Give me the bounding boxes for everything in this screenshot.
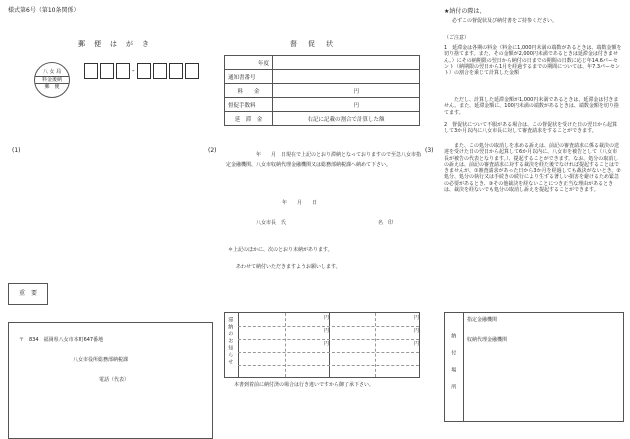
important-box bbox=[8, 283, 48, 305]
row-value: 円 bbox=[273, 84, 420, 98]
row-value bbox=[273, 56, 420, 70]
unpaid-yen-a3: 円 bbox=[323, 341, 329, 347]
postal-code-boxes bbox=[84, 63, 201, 83]
reminder-date: 年 月 日 bbox=[282, 200, 318, 206]
row-label: 通知書番号 bbox=[225, 70, 273, 84]
zip-mark: 〒 834 bbox=[19, 337, 39, 343]
postal-separator: - bbox=[132, 67, 135, 75]
section-label-3: (3) bbox=[425, 147, 434, 154]
postal-digit bbox=[137, 63, 151, 79]
notice-paragraph-2: 2 督促状について不服がある場合は、この督促状を受けた日の翌日から起算して3か月以内に八女市長に対して審査請求をすることができます。 bbox=[444, 122, 618, 135]
stamp-line-2: 料金後納 bbox=[35, 76, 69, 85]
unpaid-yen-a1: 円 bbox=[323, 315, 329, 321]
section-label-1: (1) bbox=[12, 147, 21, 154]
stamp-line-1: 八 女 局 bbox=[42, 69, 62, 75]
reminder-title: 督 促 状 bbox=[290, 40, 335, 48]
right-heading: ★納付の際は、 bbox=[444, 8, 486, 15]
unpaid-label: 滞納のお知らせ bbox=[227, 317, 234, 366]
address-phone: 電話（代表） bbox=[99, 377, 130, 383]
reminder-body: 年 月 日現在で上記のとおり滞納となっておりますので至急八女市指定金融機関、八女市収納代理金融機関又は総務部納税課へ納めて下さい。 bbox=[226, 152, 422, 168]
postal-digit bbox=[84, 63, 98, 79]
table-row bbox=[225, 70, 420, 84]
table-row bbox=[225, 56, 420, 70]
postal-digit bbox=[100, 63, 114, 79]
address-office: 八女市役所総務部納税課 bbox=[73, 357, 129, 363]
reminder-note-1: ＊上記のほかに、次のとおり未納があります。 bbox=[228, 247, 333, 253]
address-line: 福岡県八女市本町647番地 bbox=[43, 337, 104, 343]
table-row bbox=[225, 84, 420, 98]
reminder-seal: 名 印 bbox=[378, 220, 394, 226]
row-label: 年度 bbox=[225, 56, 273, 70]
reminder-note-2: あわせて納付いただきますようお願いします。 bbox=[236, 264, 341, 270]
table-row bbox=[225, 98, 420, 112]
postal-digit bbox=[116, 63, 130, 79]
right-heading-2: 必ずこの督促状及び納付書をご持参ください。 bbox=[452, 18, 558, 24]
row-value: 円 bbox=[273, 98, 420, 112]
reminder-mayor: 八女市長 氏 bbox=[256, 220, 287, 226]
table-row bbox=[225, 112, 420, 126]
postcard-title: 郵 便 は が き bbox=[78, 40, 150, 48]
notice-paragraph-1b: ただし、計算した延滞金額が1,000円未満であるときは、延滞金は付きません。また、延滞金額に、100円未満の端数があるときは、端数金額を切り捨てます。 bbox=[444, 97, 619, 116]
row-value: 右記に記載の割合で計算した額 bbox=[273, 112, 420, 126]
unpaid-yen-b3: 円 bbox=[413, 341, 419, 347]
postal-digit bbox=[153, 63, 167, 79]
return-address-box bbox=[8, 322, 213, 439]
notice-paragraph-2b: また、この処分の取消しを求める訴えは、前記の審査請求に係る裁決の送達を受けた日の翌日から起算して6か月以内に、八女市を被告として（八女市長が被告の代表となります。）、提起することができます。なお、処分の取消しの訴えは、前記の審査請求に対する裁決を経た後でなければ提起することはできませんが、①審査請求があった日から3か月を経過しても裁決がないとき、②処分、処分の執行又は手続きの続行により生ずる著しい損害を避けるため緊急の必要があるとき、③その他裁決を経ないことにつき正当な理由があるときは、裁決を経ないでも処分の取消し訴えを提起することができます。 bbox=[444, 143, 621, 193]
postal-digit bbox=[169, 63, 183, 79]
reminder-footer: 本書到着前に納付済の場合は行き違いですから御了承下さい。 bbox=[234, 382, 375, 388]
row-label: 料 金 bbox=[225, 84, 273, 98]
unpaid-table bbox=[224, 312, 420, 378]
row-label: 督促手数料 bbox=[225, 98, 273, 112]
row-label: 延 滞 金 bbox=[225, 112, 273, 126]
postage-stamp bbox=[34, 62, 70, 98]
notice-title: （ご注意） bbox=[444, 35, 470, 41]
bank-agent: 収納代理金融機関 bbox=[467, 337, 508, 343]
unpaid-yen-b2: 円 bbox=[413, 328, 419, 334]
stamp-line-3: 郵 便 bbox=[44, 84, 60, 90]
postal-digit bbox=[185, 63, 199, 79]
notice-paragraph-1: 1 延滞金は各期の料金（料金に1,000円未満の端数があるときは、端数金額を切り捨てます。また、その金額が2,000円未満であるときは延滞金は付きません。）にその納期限の翌日から納付の日までの期間の日数に応じ年14.6パーセント（納期限の翌日から1月を経過するまでの期間については、年7.3パーセント）の割合を乗じて計算した金額 bbox=[444, 45, 622, 76]
important-label: 重 要 bbox=[18, 290, 37, 297]
bank-primary: 指定金融機関 bbox=[467, 317, 498, 323]
row-value bbox=[273, 70, 420, 84]
unpaid-yen-b1: 円 bbox=[413, 315, 419, 321]
payment-place-box bbox=[444, 312, 624, 422]
payment-place-label: 納付場所 bbox=[450, 333, 457, 401]
form-number: 様式第6号（第10条関係） bbox=[8, 7, 80, 14]
section-label-2: (2) bbox=[208, 147, 217, 154]
unpaid-yen-a2: 円 bbox=[323, 328, 329, 334]
reminder-table bbox=[224, 55, 420, 126]
